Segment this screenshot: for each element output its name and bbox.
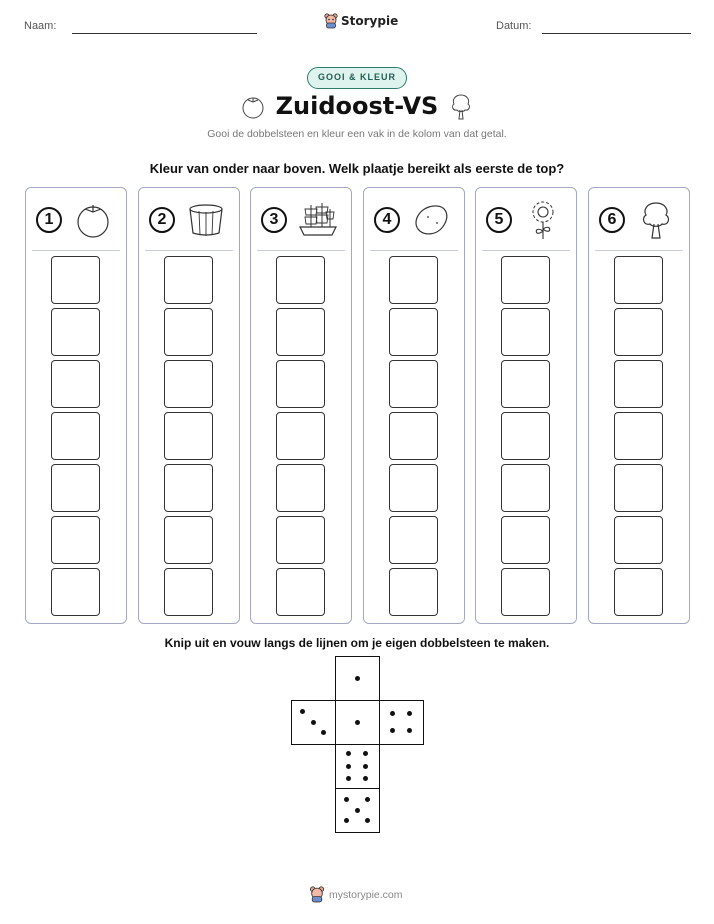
die-pip [355,676,360,681]
die-pip [300,709,305,714]
color-box[interactable] [276,256,325,304]
color-box[interactable] [51,412,100,460]
die-pip [363,764,368,769]
color-box[interactable] [164,256,213,304]
footer-url[interactable]: mystorypie.com [329,888,403,901]
page-subtitle: Gooi de dobbelsteen en kleur een vak in de kolom van dat getal. [207,128,507,140]
die-pip [355,808,360,813]
color-box[interactable] [164,568,213,616]
column-divider [595,250,683,251]
instruction-text: Kleur van onder naar boven. Welk plaatje bereikt als eerste de top? [149,161,565,176]
color-box[interactable] [51,568,100,616]
die-pip [346,776,351,781]
color-box[interactable] [389,360,438,408]
column-number: 6 [599,207,625,233]
color-box[interactable] [389,308,438,356]
die-pip [363,751,368,756]
die-pip [407,728,412,733]
die-pip [344,818,349,823]
color-box[interactable] [501,516,550,564]
column-divider [482,250,570,251]
color-box[interactable] [389,412,438,460]
column-header [364,199,464,243]
color-box[interactable] [501,464,550,512]
basket-icon [185,199,227,241]
column-divider [257,250,345,251]
color-box[interactable] [614,464,663,512]
die-face-3 [335,700,380,745]
die-pip [365,797,370,802]
column-header [589,199,689,243]
brand-name: Storypie [341,14,399,28]
die-face-4 [379,700,424,745]
column-6 [588,187,690,624]
name-line[interactable] [72,33,257,34]
color-box[interactable] [389,256,438,304]
column-header [476,199,576,243]
color-box[interactable] [614,516,663,564]
column-3 [250,187,352,624]
color-box[interactable] [276,412,325,460]
color-box[interactable] [501,360,550,408]
color-box[interactable] [51,308,100,356]
name-label: Naam: [24,20,57,32]
column-header [251,199,351,243]
column-2 [138,187,240,624]
color-box[interactable] [389,568,438,616]
color-box[interactable] [501,308,550,356]
die-instruction: Knip uit en vouw langs de lijnen om je eigen dobbelsteen te maken. [164,636,550,650]
die-pip [363,776,368,781]
die-pip [390,728,395,733]
column-number: 5 [486,207,512,233]
color-box[interactable] [614,360,663,408]
date-line[interactable] [542,33,691,34]
die-pip [346,764,351,769]
die-pip [407,711,412,716]
column-number: 1 [36,207,62,233]
column-divider [370,250,458,251]
color-box[interactable] [164,516,213,564]
activity-badge: GOOI & KLEUR [307,67,407,89]
bear-icon [324,13,338,29]
bear-icon [309,886,325,903]
die-face-5 [335,744,380,789]
tree-icon [635,199,677,241]
color-box[interactable] [614,256,663,304]
column-5 [475,187,577,624]
die-pip [344,797,349,802]
color-box[interactable] [501,412,550,460]
column-number: 3 [261,207,287,233]
page-title: Zuidoost-VS [275,92,439,120]
color-box[interactable] [276,464,325,512]
column-1 [25,187,127,624]
color-box[interactable] [276,516,325,564]
tomato-icon [72,199,114,241]
die-face-2 [291,700,336,745]
die-pip [390,711,395,716]
color-box[interactable] [164,464,213,512]
color-box[interactable] [614,568,663,616]
color-box[interactable] [51,360,100,408]
color-box[interactable] [389,464,438,512]
column-divider [32,250,120,251]
color-box[interactable] [164,308,213,356]
color-box[interactable] [501,568,550,616]
sunflower-icon [522,199,564,241]
die-pip [365,818,370,823]
ship-icon [297,199,339,241]
die-pip [355,720,360,725]
die-pip [346,751,351,756]
date-label: Datum: [496,20,532,32]
color-box[interactable] [389,516,438,564]
tree-icon [448,92,474,122]
column-header [139,199,239,243]
die-pip [311,720,316,725]
color-box[interactable] [276,360,325,408]
potato-icon [410,199,452,241]
brand-logo [324,13,398,29]
column-header [26,199,126,243]
die-pip [321,730,326,735]
footer [309,886,403,903]
color-box[interactable] [51,464,100,512]
die-face-6 [335,788,380,833]
color-box[interactable] [614,308,663,356]
color-box[interactable] [614,412,663,460]
column-4 [363,187,465,624]
die-face-1 [335,656,380,701]
color-box[interactable] [276,568,325,616]
color-box[interactable] [51,256,100,304]
color-box[interactable] [164,412,213,460]
color-box[interactable] [164,360,213,408]
column-number: 4 [374,207,400,233]
column-number: 2 [149,207,175,233]
column-divider [145,250,233,251]
color-box[interactable] [276,308,325,356]
color-box[interactable] [501,256,550,304]
color-box[interactable] [51,516,100,564]
